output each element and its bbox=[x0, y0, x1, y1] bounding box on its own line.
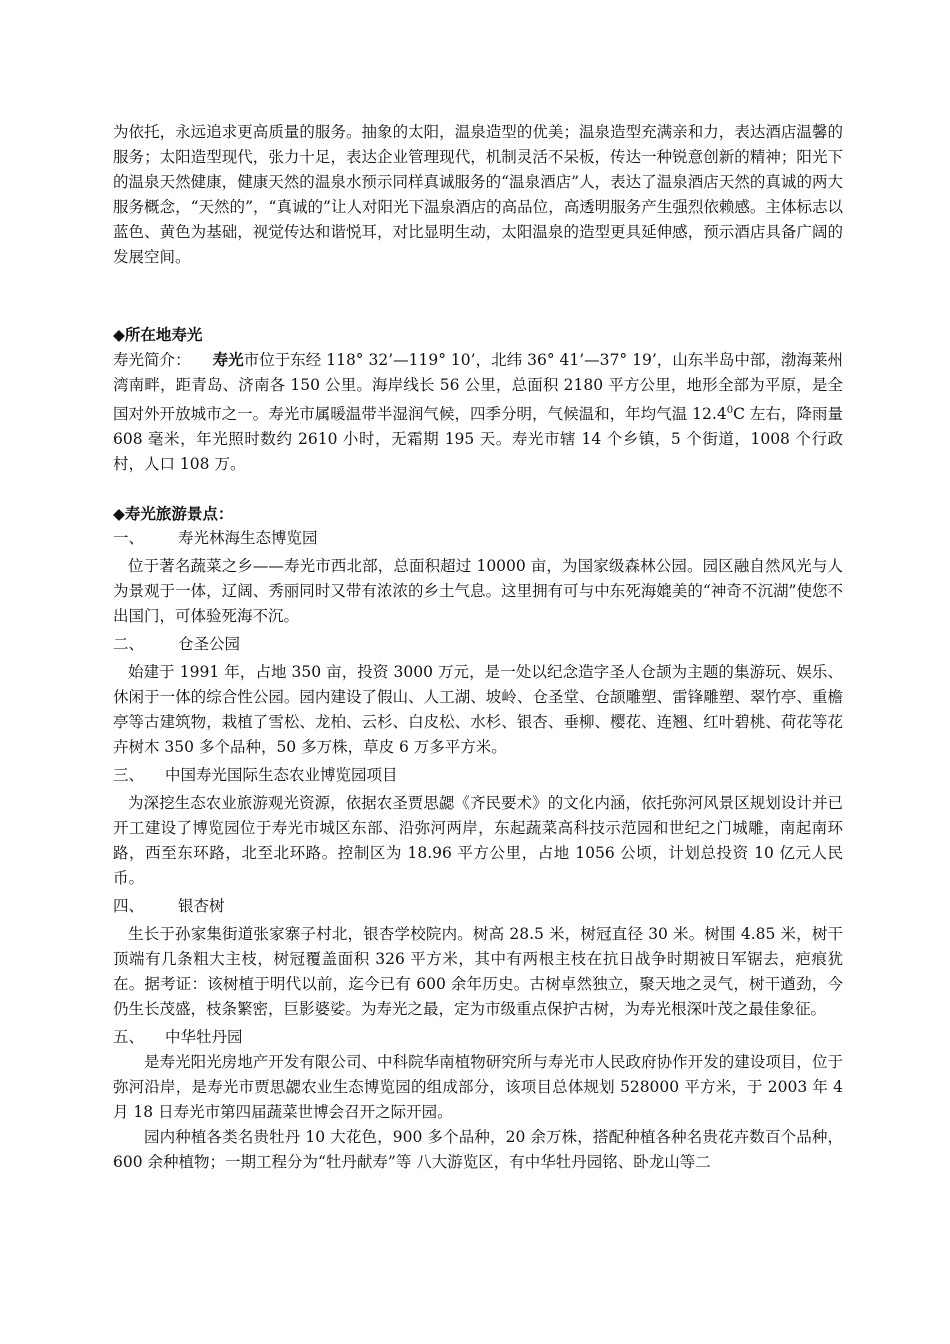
attraction-heading bbox=[113, 763, 843, 788]
location-label: 寿光简介： bbox=[113, 351, 191, 369]
section-title-location: ◆所在地寿光 bbox=[113, 325, 203, 344]
location-text-b: C 左右，降雨量 608 毫米，年光照时数约 2610 小时，无霜期 195 天。寿光市辖 14 个乡镇，5 个街道，1008 个行政村，人口 108 万。 bbox=[113, 405, 843, 474]
attraction-number: 一、 bbox=[113, 529, 145, 548]
attraction-heading bbox=[113, 1025, 843, 1050]
attraction-description-continued: 园内种植各类名贵牡丹 10 大花色，900 多个品种，20 余万株，搭配种植各种名贵花卉数百个品种，600 余种植物；一期工程分为“牡丹献寿”等 八大游览区，有中华牡丹园铭、卧龙山等二 bbox=[113, 1128, 843, 1172]
spacer bbox=[113, 270, 843, 322]
attraction-description: 位于著名蔬菜之乡——寿光市西北部，总面积超过 10000 亩，为国家级森林公园。园区融自然风光与人为景观于一体，辽阔、秀丽同时又带有浓浓的乡土气息。这里拥有可与中东死海媲美的“神奇不沉湖”使您不出国门，可体验死海不沉。 bbox=[113, 557, 843, 626]
attraction-number: 三、 bbox=[113, 766, 145, 785]
attraction-description: 为深挖生态农业旅游观光资源，依据农圣贾思勰《齐民要术》的文化内涵，依托弥河风景区规划设计并已开工建设了博览园位于寿光市城区东部、沿弥河两岸，东起蔬菜高科技示范园和世纪之门城雕，南起南环路，西至东环路，北至北环路。控制区为 18.96 平方公里，占地 1056 公顷，计划总投资 10 亿元人民币。 bbox=[113, 794, 843, 888]
attraction-name: 仓圣公园 bbox=[178, 635, 241, 654]
location-paragraph bbox=[113, 347, 843, 477]
section-title-tourism: ◆寿光旅游景点： bbox=[113, 504, 234, 524]
spacer bbox=[113, 477, 843, 501]
attraction-number: 二、 bbox=[113, 635, 145, 654]
attraction-name: 寿光林海生态博览园 bbox=[178, 529, 318, 548]
degree-superscript: 0 bbox=[726, 405, 734, 416]
attraction-number: 四、 bbox=[113, 897, 145, 916]
location-text-a: 市位于东经 118° 32’—119° 10’，北纬 36° 41’—37° 19’，山东半岛中部，渤海莱州湾南畔，距青岛、济南各 150 公里。海岸线长 56 公里，总面积 2180 平方公里，地形全部为平原，是全国对外开放城市之一。寿光市属暖温带半湿润气候，四季分明，气候温和，年均气温 12.4 bbox=[113, 351, 843, 424]
attraction-number: 五、 bbox=[113, 1028, 145, 1047]
attraction-heading bbox=[113, 632, 843, 657]
attraction-name: 银杏树 bbox=[178, 897, 225, 916]
attraction-description: 始建于 1991 年，占地 350 亩，投资 3000 万元，是一处以纪念造字圣人仓颉为主题的集游玩、娱乐、休闲于一体的综合性公园。园内建设了假山、人工湖、坡岭、仓圣堂、仓颉雕塑、雷锋雕塑、翠竹亭、重檐亭等古建筑物，栽植了雪松、龙柏、云杉、白皮松、水杉、银杏、垂柳、樱花、连翘、红叶碧桃、荷花等花卉树木 350 多个品种，50 多万株，草皮 6 万多平方米。 bbox=[113, 663, 843, 757]
attraction-name: 中华牡丹园 bbox=[165, 1028, 243, 1047]
location-name: 寿光 bbox=[212, 350, 244, 369]
attraction-heading bbox=[113, 894, 843, 919]
intro-paragraph: 为依托，永远追求更高质量的服务。抽象的太阳，温泉造型的优美；温泉造型充满亲和力，表达酒店温馨的服务；太阳造型现代，张力十足，表达企业管理现代，机制灵活不呆板，传达一种锐意创新的精神；阳光下的温泉天然健康，健康天然的温泉水预示同样真诚服务的“温泉酒店”人，表达了温泉酒店天然的真诚的两大服务概念，“天然的”，“真诚的”让人对阳光下温泉酒店的高品位，高透明服务产生强烈依赖感。主体标志以蓝色、黄色为基础，视觉传达和谐悦耳，对比显明生动，太阳温泉的造型更具延伸感，预示酒店具备广阔的发展空间。 bbox=[113, 123, 843, 266]
attraction-description: 是寿光阳光房地产开发有限公司、中科院华南植物研究所与寿光市人民政府协作开发的建设项目，位于弥河沿岸，是寿光市贾思勰农业生态博览园的组成部分，该项目总体规划 528000 平方米，于 2003 年 4 月 18 日寿光市第四届蔬菜世博会召开之际开园。 bbox=[113, 1053, 843, 1122]
attraction-heading bbox=[113, 526, 843, 551]
document-page bbox=[113, 120, 843, 1175]
attraction-description: 生长于孙家集街道张家寨子村北，银杏学校院内。树高 28.5 米，树冠直径 30 米。树围 4.85 米，树干顶端有几条粗大主枝，树冠覆盖面积 326 平方米，其中有两根主枝在抗日战争时期被日军锯去，疤痕犹在。据考证：该树植于明代以前，迄今已有 600 余年历史。古树卓然独立，聚天地之灵气，树干遒劲，今仍生长茂盛，枝条繁密，巨影婆娑。为寿光之最，定为市级重点保护古树，为寿光根深叶茂之最佳象征。 bbox=[113, 925, 843, 1019]
attraction-name: 中国寿光国际生态农业博览园项目 bbox=[165, 766, 398, 785]
